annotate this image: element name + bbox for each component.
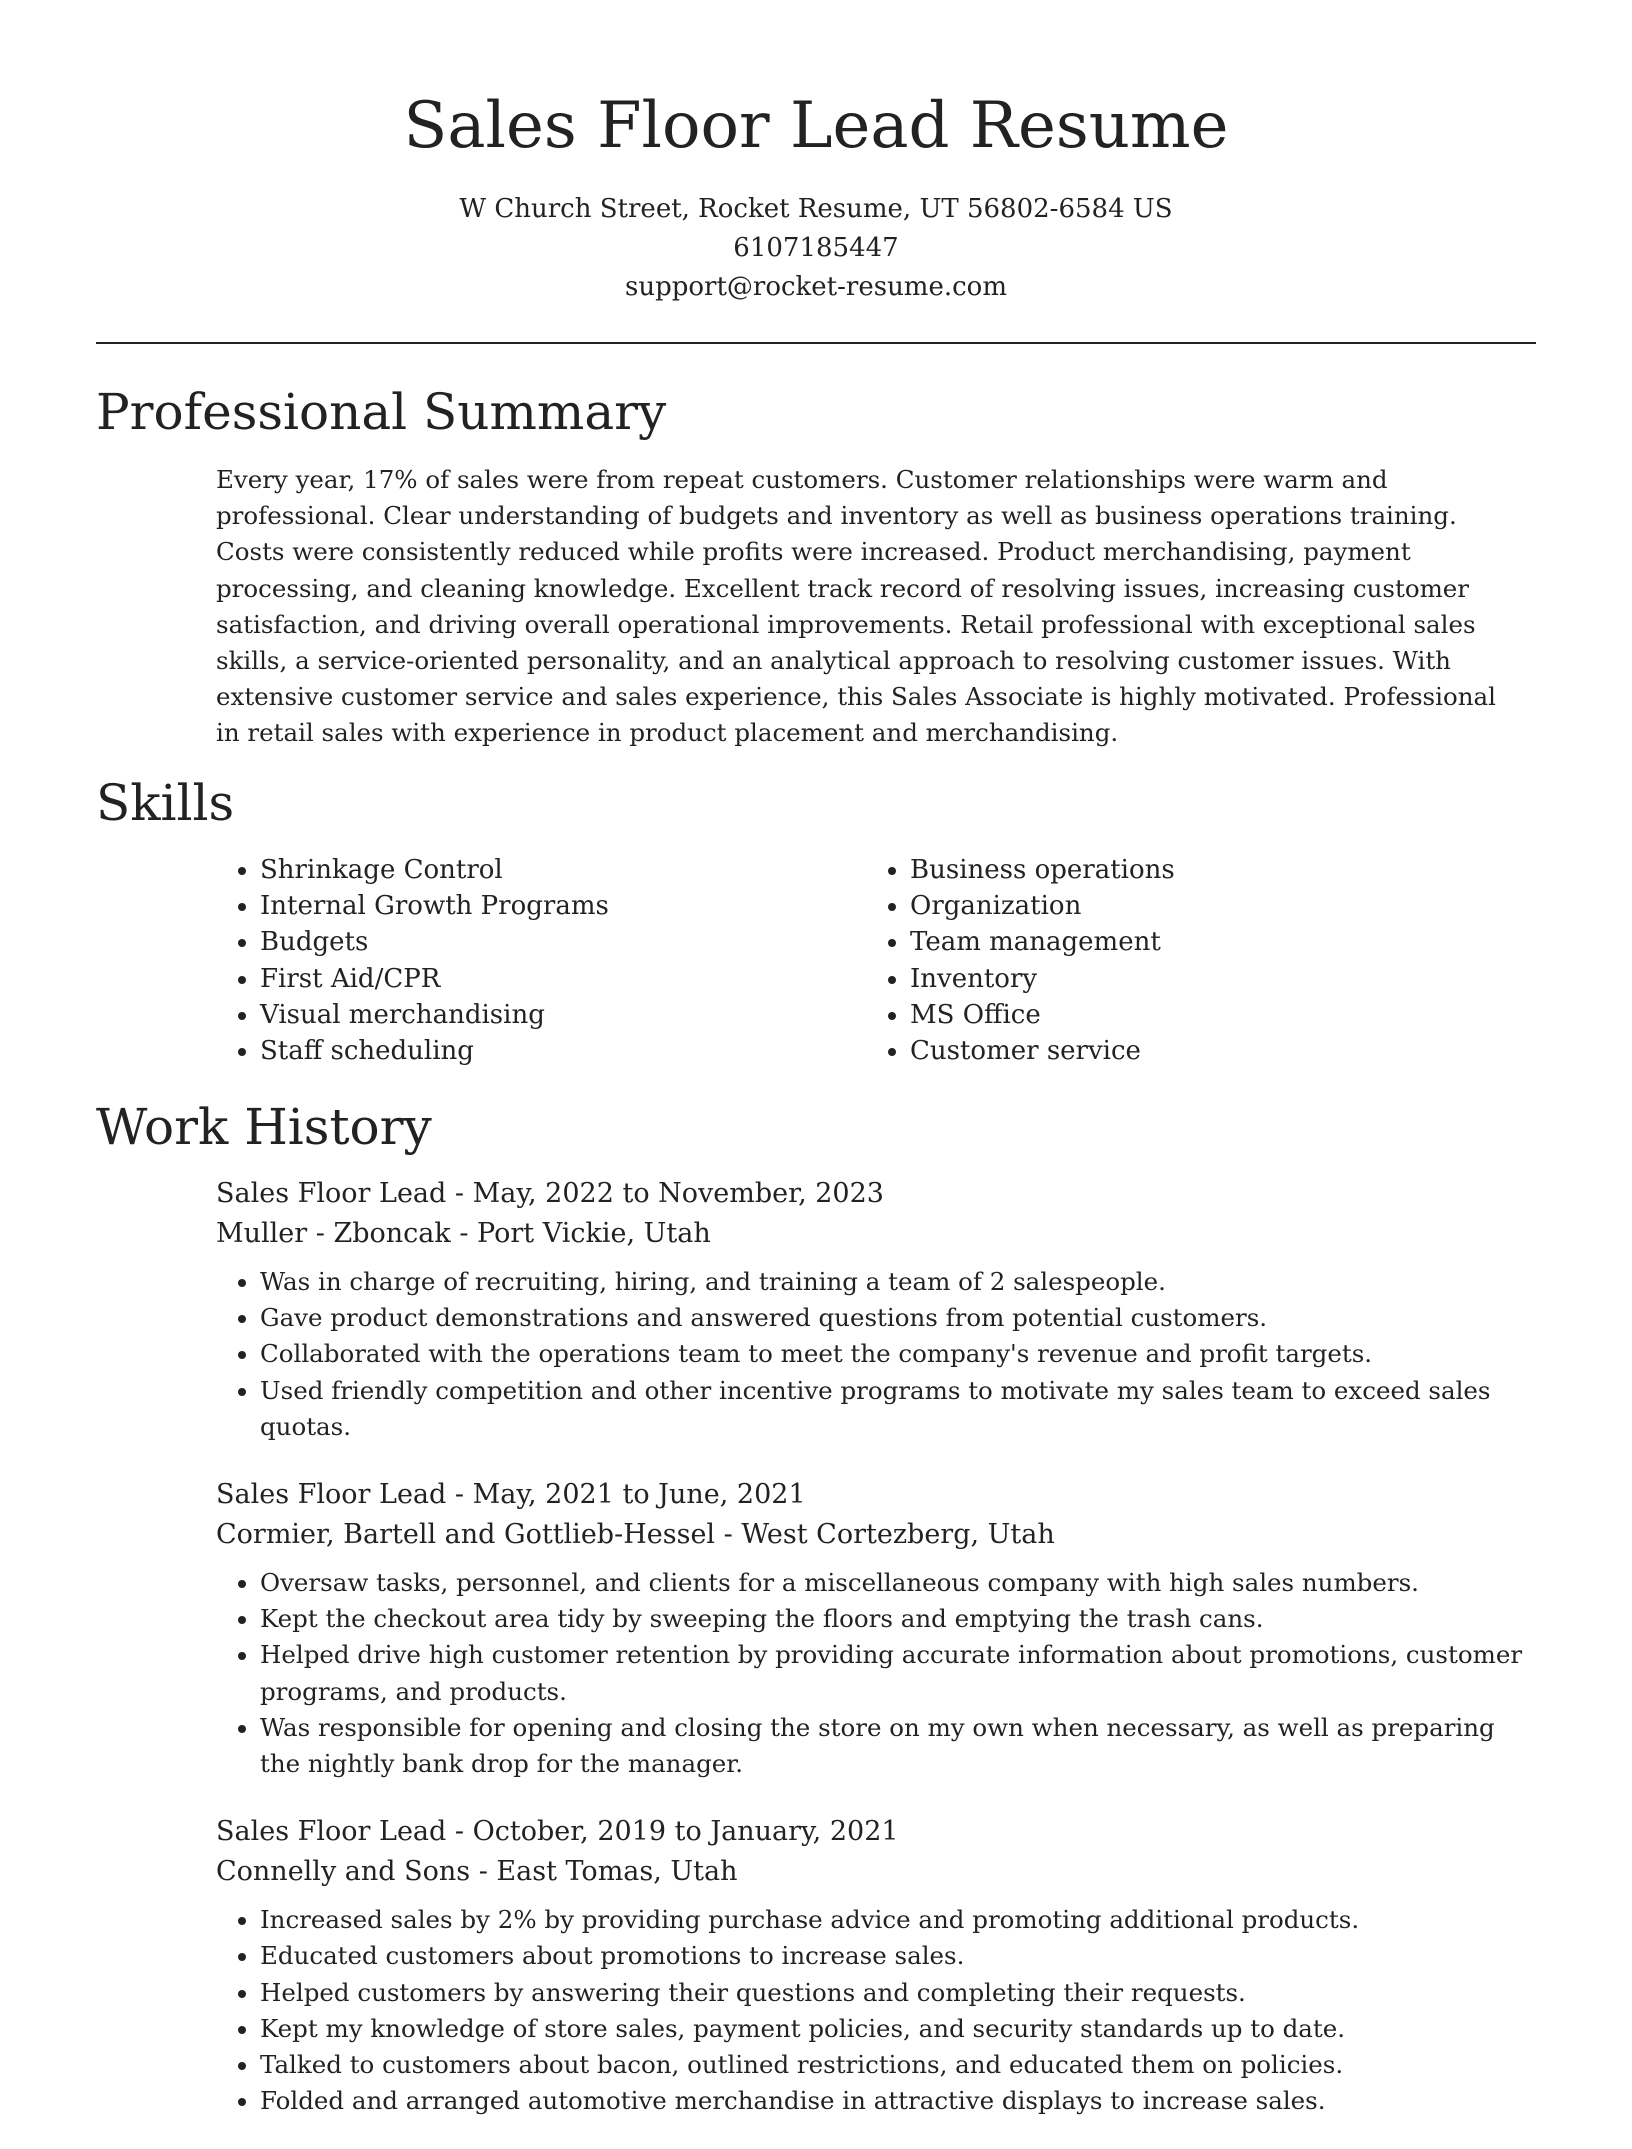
job-bullet: • Helped drive high customer retention by providing accurate information about promotions, customer programs, and products.: [260, 1637, 1536, 1709]
job-bullet: • Oversaw tasks, personnel, and clients for a miscellaneous company with high sales numbers.: [260, 1565, 1536, 1601]
work-history-list: [216, 1174, 1536, 2149]
resume-title: Sales Floor Lead Resume: [403, 89, 1229, 163]
contact-address: W Church Street, Rocket Resume, UT 56802-6584 US: [459, 194, 1173, 224]
job-title-line: [216, 1174, 1536, 1214]
job-bullet: • Increased sales by 2% by providing purchase advice and promoting additional products.: [260, 1902, 1536, 1938]
summary-heading: Professional Summary: [96, 383, 667, 441]
job-company-line: [216, 1852, 1536, 1892]
skill-item: • First Aid/CPR: [260, 961, 866, 997]
job-company-line: [216, 1214, 1536, 1254]
job-dates: - May, 2022 to November, 2023: [446, 1178, 884, 1209]
job-dates: - May, 2021 to June, 2021: [446, 1479, 806, 1511]
job-company-line: [216, 1515, 1536, 1555]
skills-heading: Skills: [96, 774, 235, 832]
job-bullet: • Kept my knowledge of store sales, payment policies, and security standards up to date.: [260, 2011, 1536, 2047]
skill-item: • Staff scheduling: [260, 1033, 866, 1069]
job-bullet: • Folded and arranged automotive merchandise in attractive displays to increase sales.: [260, 2083, 1536, 2119]
skill-item: • Shrinkage Control: [260, 852, 866, 888]
job-bullet: • Used friendly competition and other incentive programs to motivate my sales team to exceed sales quotas.: [260, 1373, 1536, 1445]
skill-item: • Organization: [910, 888, 1516, 924]
skills-column-right: [866, 852, 1516, 1069]
contact-info: [0, 190, 1632, 307]
job-bullet: • Was responsible for opening and closing the store on my own when necessary, as well as preparing the nightly bank drop for the manager.: [260, 1710, 1536, 1782]
job-bullets: [216, 1264, 1536, 1445]
job-position: Sales Floor Lead: [216, 1178, 447, 1209]
job-title-line: [216, 1812, 1536, 1852]
skill-item: • Team management: [910, 924, 1516, 960]
header-divider: [96, 342, 1536, 344]
job-bullet: • Collaborated with the operations team to meet the company's revenue and profit targets.: [260, 1336, 1536, 1372]
job-bullet: • Gave product demonstrations and answered questions from potential customers.: [260, 1300, 1536, 1336]
job-position: Sales Floor Lead: [216, 1479, 447, 1511]
job-entry: [216, 1174, 1536, 1445]
job-location: - Port Vickie, Utah: [450, 1218, 711, 1249]
skill-item: • Customer service: [910, 1033, 1516, 1069]
job-bullet: • Kept the checkout area tidy by sweeping the floors and emptying the trash cans.: [260, 1601, 1536, 1637]
skill-item: • Business operations: [910, 852, 1516, 888]
resume-header: [0, 0, 1632, 307]
skill-item: • Budgets: [260, 924, 866, 960]
skill-item: • Visual merchandising: [260, 997, 866, 1033]
job-location: - East Tomas, Utah: [470, 1856, 738, 1888]
job-bullets: [216, 1565, 1536, 1782]
contact-phone: 6107185447: [733, 233, 899, 263]
job-company: Connelly and Sons: [216, 1856, 471, 1888]
job-bullet: • Was in charge of recruiting, hiring, and training a team of 2 salespeople.: [260, 1264, 1536, 1300]
job-company: Muller - Zboncak: [216, 1218, 451, 1249]
skill-item: • Inventory: [910, 961, 1516, 997]
skill-item: • Internal Growth Programs: [260, 888, 866, 924]
work-history-heading: Work History: [96, 1098, 432, 1156]
job-title-line: [216, 1475, 1536, 1515]
job-location: - West Cortezberg, Utah: [715, 1519, 1055, 1551]
job-bullet: • Talked to customers about bacon, outlined restrictions, and educated them on policies.: [260, 2047, 1536, 2083]
skill-item: • MS Office: [910, 997, 1516, 1033]
job-company: Cormier, Bartell and Gottlieb-Hessel: [216, 1519, 716, 1551]
contact-email: support@rocket-resume.com: [624, 272, 1007, 302]
skills-column-left: [216, 852, 866, 1069]
job-position: Sales Floor Lead: [216, 1816, 447, 1848]
job-entry: [216, 1475, 1536, 1782]
skills-list: [216, 852, 1536, 1069]
job-bullet: • Educated customers about promotions to increase sales.: [260, 1938, 1536, 1974]
job-entry: [216, 1812, 1536, 2119]
job-dates: - October, 2019 to January, 2021: [446, 1816, 899, 1848]
job-bullets: [216, 1902, 1536, 2119]
job-bullet: • Helped customers by answering their questions and completing their requests.: [260, 1975, 1536, 2011]
summary-text: Every year, 17% of sales were from repeat customers. Customer relationships were warm and professional. Clear understanding of budgets and inventory as well as business operations training. Costs were consistently reduced while profits were increased. Product merchandising, payment processing, and cleaning knowledge. Excellent track record of resolving issues, increasing customer satisfaction, and driving overall operational improvements. Retail professional with exceptional sales skills, a service-oriented personality, and an analytical approach to resolving customer issues. With extensive customer service and sales experience, this Sales Associate is highly motivated. Professional in retail sales with experience in product placement and merchandising.: [216, 465, 1496, 748]
